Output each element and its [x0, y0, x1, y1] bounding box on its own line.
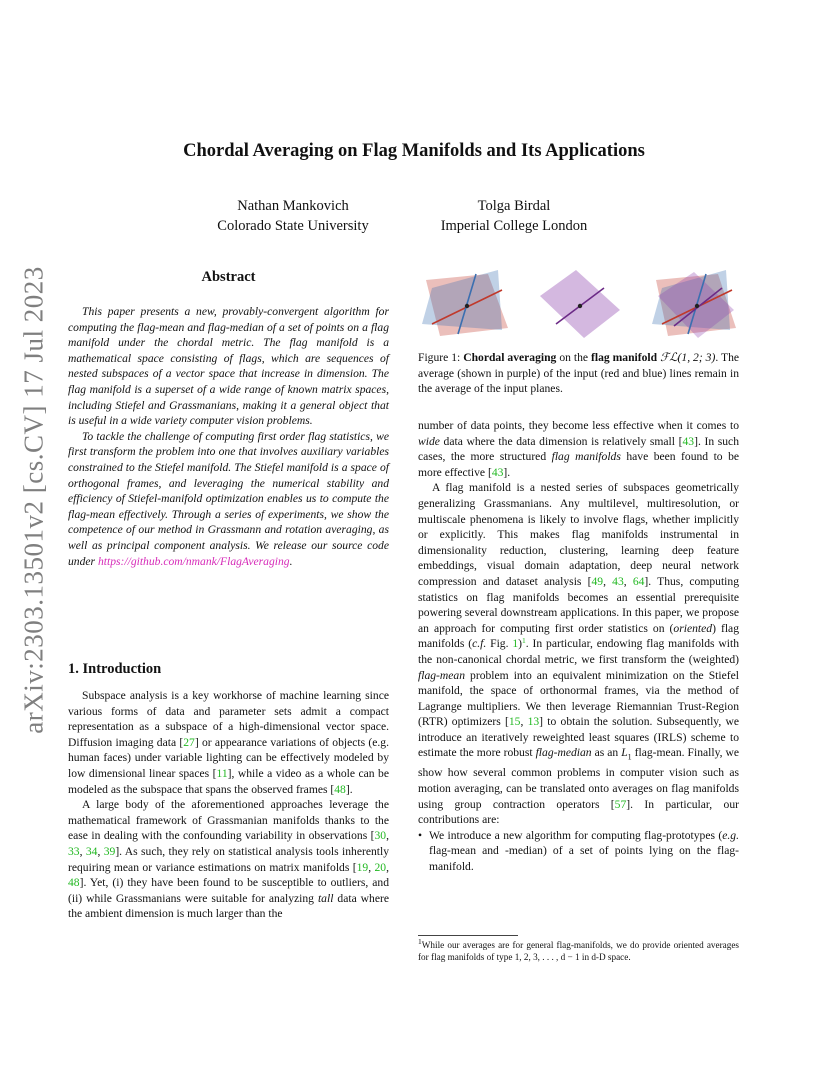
citation-link[interactable]: 57	[614, 797, 627, 811]
figure-flag-averaging	[418, 266, 739, 342]
footnote-mark[interactable]: 1	[522, 636, 526, 646]
author-affiliation: Imperial College London	[440, 218, 588, 234]
arxiv-stamp	[14, 266, 54, 734]
arxiv-stamp-text: arXiv:2303.13501v2 [cs.CV] 17 Jul 2023	[18, 266, 49, 734]
author-affiliation: Colorado State University	[217, 218, 369, 234]
figure-panel-left	[422, 270, 508, 336]
figure-panel-right	[652, 270, 736, 338]
citation-link[interactable]: 43	[682, 434, 695, 448]
paper-title: Chordal Averaging on Flag Manifolds and Its Applications	[183, 141, 645, 161]
body-paragraph: A flag manifold is a nested series of subspaces geometrically generalizing Grassmanians. Any multilevel, multiresolution, or multiscale phenomena is likely to involve flags, whether implicitly or explicitly. This makes flag manifolds instrumental in dimensionality reduction, clustering, learning deep feature embeddings, visual domain adaptation, deep neural network compression and dataset analysis [49, 43, 64]. Thus, computing statistics on flag manifolds becomes an essential prerequisite powering several downstream applications. In this paper, we propose an approach for computing first order statistics on (oriented) flag manifolds (c.f. Fig. 1)$^1$. In particular, endowing flag manifolds with the non-canonical chordal metric, we first transform the (weighted) flag-mean problem into an equivalent minimization on the Stiefel manifold, the space of orthonormal frames, via the method of Lagrange multipliers. We then leverage Riemannian Trust-Region (RTR) optimizers [15, 13] to obtain the solution. Subsequently, we introduce an iteratively reweighted least squares (IRLS) scheme to estimate the more robust flag-median as an $L_1$ flag-mean. Finally, we show how several common problems in computer vision such as motion averaging, can be translated onto averages on flag manifolds using group contraction operators [57]. In particular, our contributions are:	[418, 481, 740, 827]
author-name: Tolga Birdal	[477, 198, 551, 214]
origin-point	[578, 304, 582, 308]
section-heading-introduction: 1. Introduction	[68, 661, 162, 677]
citation-link[interactable]: 11	[216, 766, 228, 780]
list-item: • We introduce a new algorithm for computing flag-prototypes (e.g. flag-mean and -median) of a set of points lying on the flag-manifold.	[418, 828, 739, 875]
citation-link[interactable]: 27	[183, 735, 195, 749]
citation-link[interactable]: 43	[612, 574, 624, 588]
citation-link[interactable]: 39	[103, 844, 116, 858]
source-code-link[interactable]: https://github.com/nmank/FlagAveraging	[97, 554, 290, 568]
origin-point	[695, 304, 699, 308]
intro-body	[68, 688, 389, 922]
author-block-2	[394, 196, 634, 236]
citation-link[interactable]: 43	[491, 465, 504, 479]
body-paragraph: number of data points, they become less effective when it comes to wide data where the data dimension is relatively small [43]. In such cases, the more structured flag manifolds have been found to be more effective [43].	[418, 419, 740, 479]
figure-ref-link[interactable]: 1	[512, 637, 519, 651]
figure-label: Figure 1:	[418, 351, 461, 364]
right-column-body	[418, 418, 739, 875]
contributions-list	[418, 828, 739, 875]
figure-panel-middle	[540, 270, 620, 338]
citation-link[interactable]: 30	[374, 829, 387, 843]
footnote: $^1$While our averages are for general flag-manifolds, we do provide oriented averages for flag manifolds of type 1, 2, 3, . . . , d − 1 in d-D space.	[418, 937, 739, 962]
citation-link[interactable]: 19	[356, 860, 369, 874]
intro-paragraph: A large body of the aforementioned approaches leverage the mathematical framework of Grassmanian manifolds thanks to the ease in dealing with the confounding variability in observations [30, 33, 34, 39]. As such, they rely on statistical analysis tools inherently requiring mean or variance estimations on matrix manifolds [19, 20, 48]. Yet, (i) they have been found to be susceptible to outliers, and (ii) while Grassmanians were suitable for analyzing tall data where the ambient dimension is much larger than the	[68, 798, 390, 921]
citation-link[interactable]: 13	[527, 715, 540, 729]
abstract-paragraph: This paper presents a new, provably-convergent algorithm for computing the flag-mean and flag-median of a set of points on a flag manifold under the chordal metric. The flag manifold is a mathematical space consisting of flags, which are sequences of nested subspaces of a vector space that increase in dimension. The flag manifold is a superset of a wide range of known matrix spaces, including Stiefel and Grassmanians, making it a general object that is useful in a wide variety computer vision problems.	[68, 305, 389, 428]
citation-link[interactable]: 33	[68, 844, 80, 858]
author-name: Nathan Mankovich	[237, 198, 349, 214]
footnote-divider	[418, 935, 518, 936]
intro-paragraph: Subspace analysis is a key workhorse of machine learning since various forms of data and parameter sets admit a compact representation as a subspace of a high-dimensional vector space. Diffusion imaging data [27] or appearance variations of objects (e.g. human faces) under variable lighting can be effectively modeled by low dimensional linear spaces [11], while a video as a whole can be modeled as the subspace that spans the observed frames [48].	[68, 689, 390, 796]
citation-link[interactable]: 48	[68, 876, 80, 890]
figure-caption: Figure 1: Chordal averaging on the flag manifold ℱℒ(1, 2; 3). The average (shown in purple) of the input (red and blue) lines remain in the average of the input planes.	[418, 351, 740, 396]
citation-link[interactable]: 20	[374, 860, 387, 874]
citation-link[interactable]: 48	[334, 782, 346, 796]
citation-link[interactable]: 64	[632, 574, 645, 588]
origin-point	[465, 304, 469, 308]
citation-link[interactable]: 49	[591, 574, 604, 588]
abstract-body	[68, 304, 389, 569]
abstract-heading: Abstract	[201, 269, 256, 285]
abstract-paragraph: To tackle the challenge of computing first order flag statistics, we first transform the problem into one that involves auxiliary variables constrained to the Stiefel manifold. The Stiefel manifold is a space of orthogonal frames, and leveraging the numerical stability and efficiency of Stiefel-manifold optimization enables us to compute the flag-mean effectively. Through a series of experiments, we show the competence of our method in Grassmann and rotation averaging, as well as principal component analysis. We release our source code under https://github.com/nmank/FlagAveraging.	[68, 429, 389, 568]
citation-link[interactable]: 34	[85, 844, 98, 858]
citation-link[interactable]: 15	[508, 715, 521, 729]
author-block-1	[173, 196, 413, 236]
